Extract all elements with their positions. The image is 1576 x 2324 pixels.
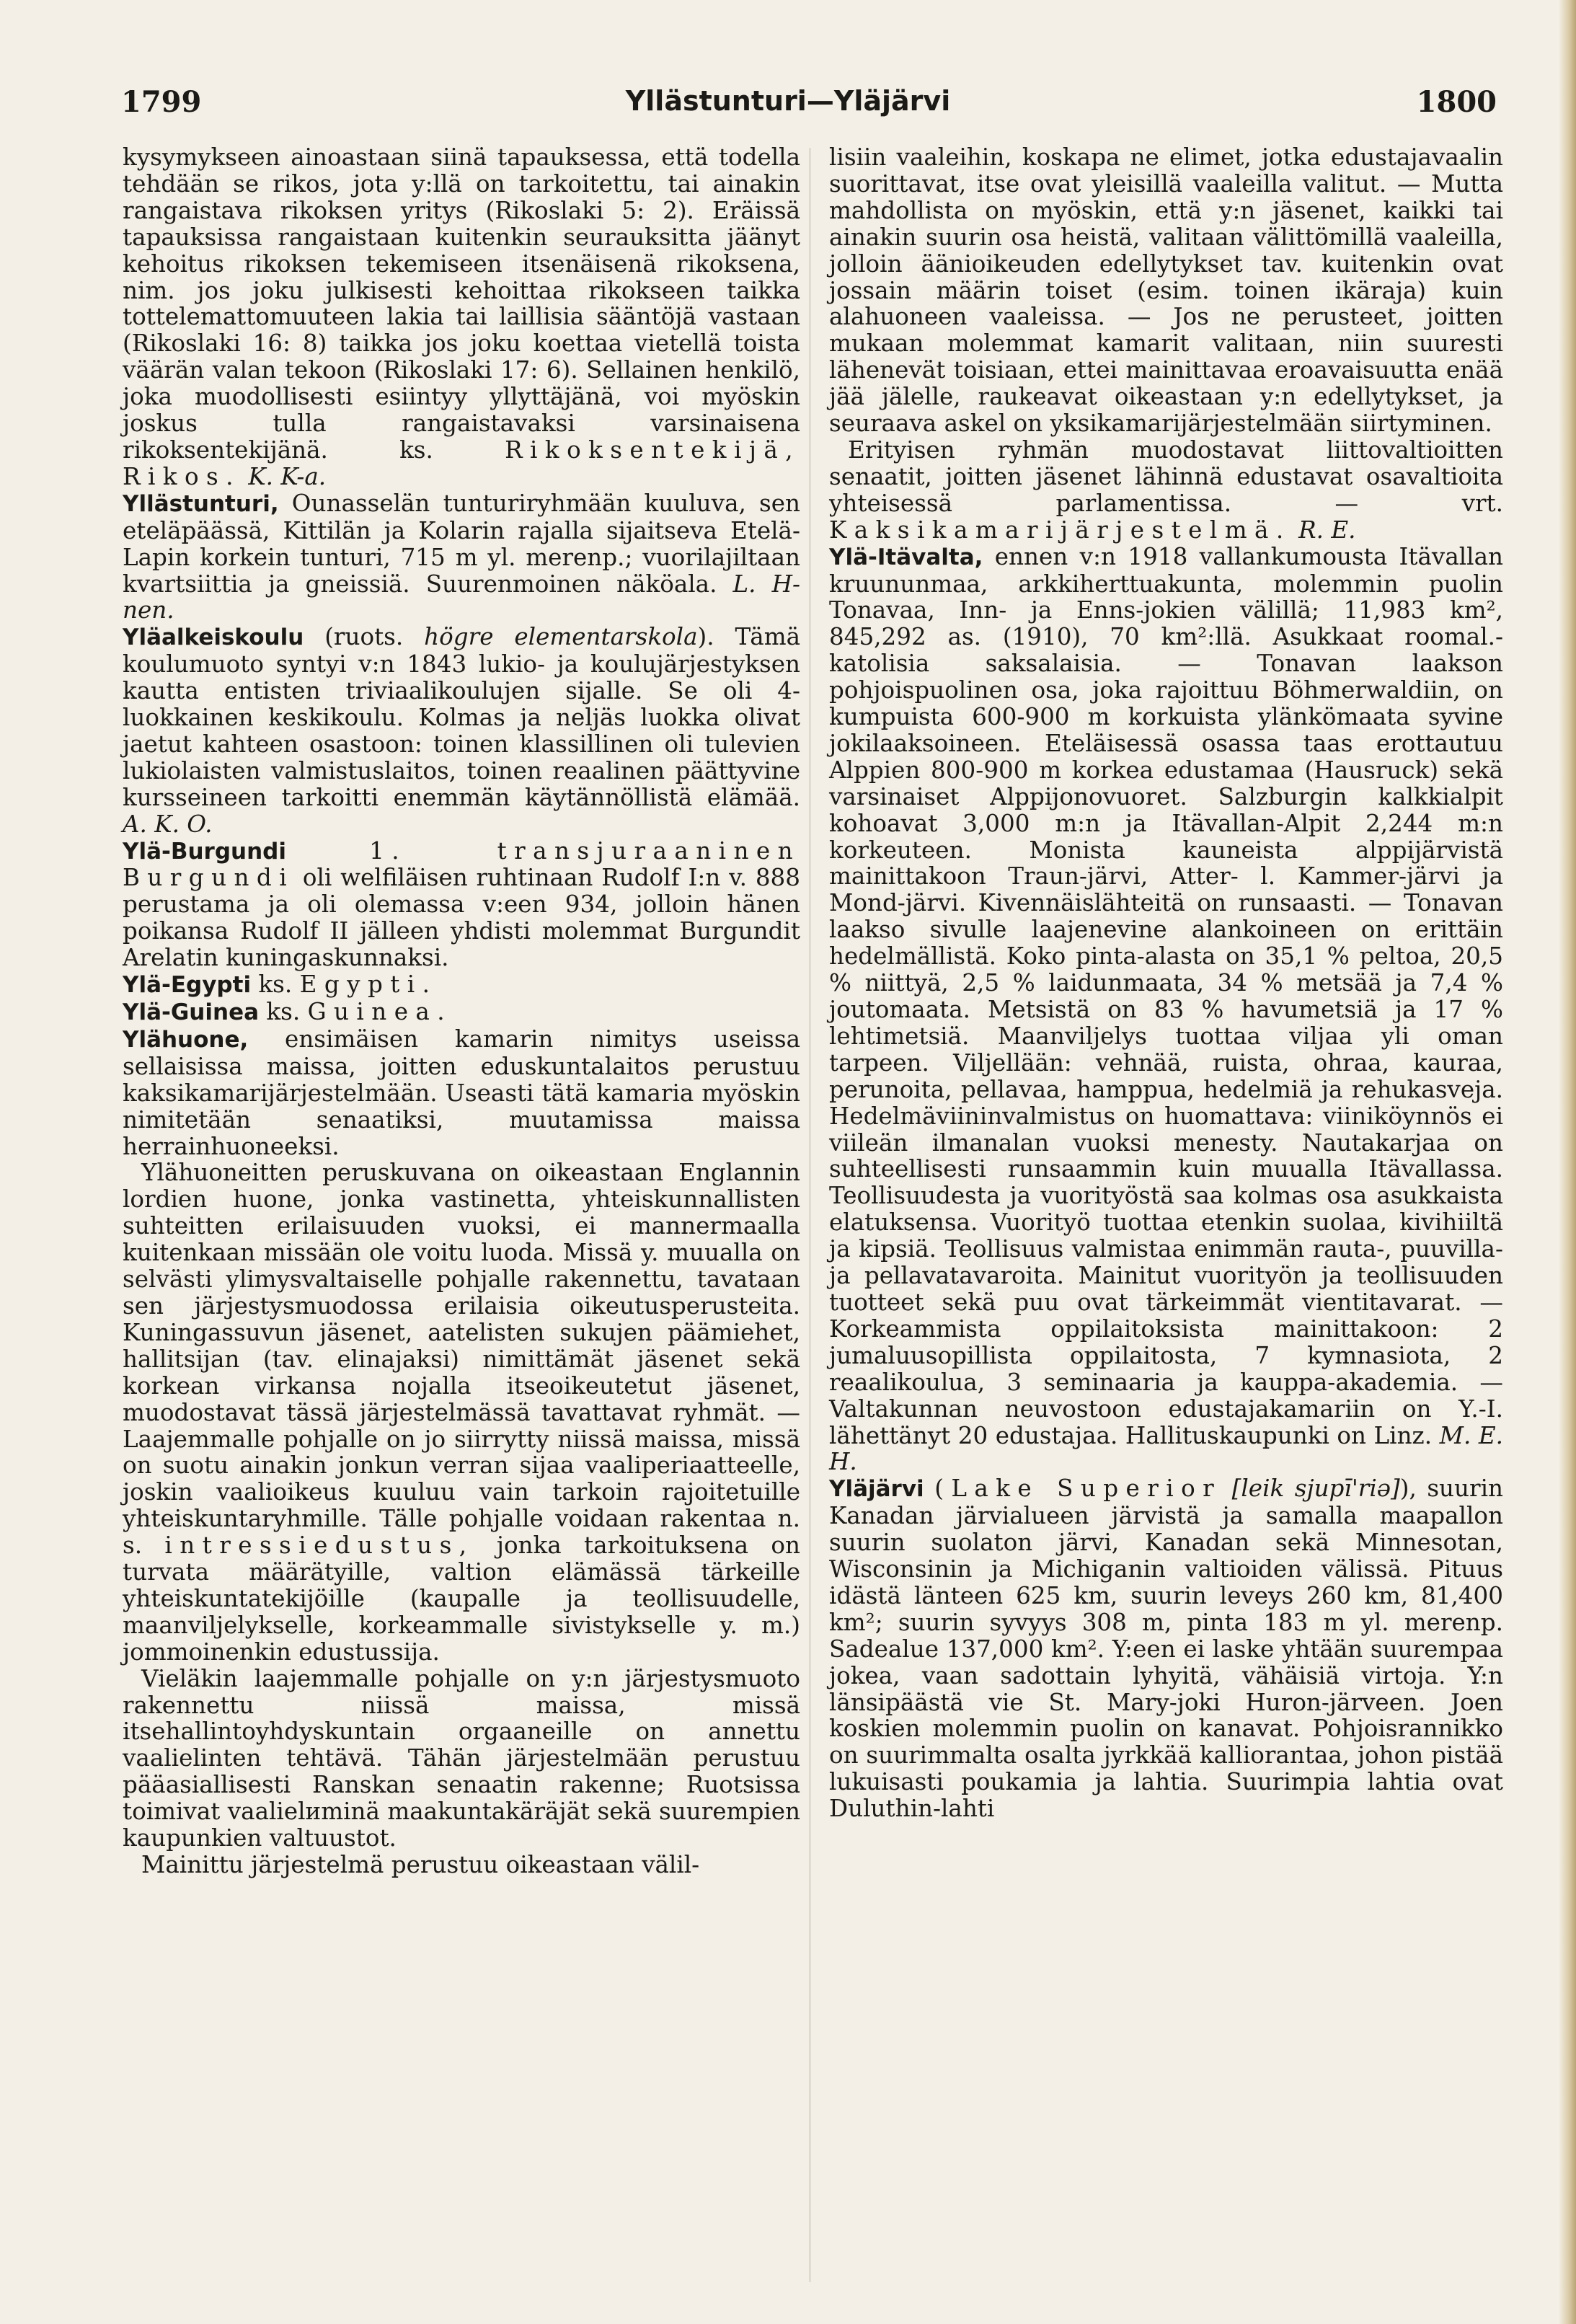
entry-ylajarvi: Yläjärvi (Lake Superior [leik sjupī'riə]), suurin Kanadan järvialueen järvistä ja samalla maapallon suurin suolaton järvi, Kanadan sekä Minnesotan, Wisconsinin ja Michiganin valtioiden välissä. Pituus idästä länteen 625 km, suurin leveys 260 km, 81,400 km²; suurin syvyys 308 m, pinta 183 m yl. merenp. Sadealue 137,000 km². Y:een ei laske yhtään suurempaa jokea, vaan sadottain lyhyitä, vähäisiä virtoja. Y:n länsipäästä vie St. Mary-joki Huron-järveen. Joen koskien molemmin puolin on kanavat. Pohjoisrannikko on suurimmalta osalta jyrkkää kalliorantaa, johon pistää lukuisasti poukamia ja lahtia. Suurimpia lahtia ovat Duluthin-lahti [829, 1475, 1503, 1823]
page-number-right: 1800 [1416, 85, 1497, 119]
page-header [0, 85, 1576, 128]
paragraph: lisiin vaaleihin, koskapa ne elimet, jotka edustajavaalin suorittavat, itse ovat yleisillä vaaleilla valitut. — Mutta mahdollista on myöskin, että y:n jäsenet, kaikki tai ainakin suurin osa heistä, valitaan välittömillä vaaleilla, jolloin äänioikeuden edellytykset tav. kuitenkin ovat jossain määrin toiset (esim. toinen ikäraja) kuin alahuoneen vaaleissa. — Jos ne perusteet, joitten mukaan molemmat kamarit valitaan, niin suuresti lähenevät toisiaan, ettei mainittavaa eroavaisuutta enää jää jälelle, raukeavat oikeastaan y:n edellytykset, ja seuraava askel on yksikamarijärjestelmään siirtyminen. [829, 143, 1503, 438]
entry-ylaalkeiskoulu: Yläalkeiskoulu (ruots. högre elementarskola). Tämä koulumuoto syntyi v:n 1843 lukio- ja koulujärjestyksen kautta entisten triviaalikoulujen sijalle. Se oli 4-luokkainen keskikoulu. Kolmas ja neljäs luokka olivat jaetut kahteen osastoon: toinen klassillinen oli tulevien lukiolaisten valmistuslaitos, toinen reaalinen päättyvine kursseineen tarkoitti enemmän käytännöllistä elämää. A. K. O. [123, 623, 801, 838]
paragraph: Mainittu järjestelmä perustuu oikeastaan välil- [141, 1851, 700, 1878]
entry-yla-egypti: Ylä-Egypti ks. Egypti. [123, 971, 438, 999]
entry-yla-guinea: Ylä-Guinea ks. Guinea. [123, 998, 453, 1025]
paragraph: Vieläkin laajemmalle pohjalle on y:n järjestysmuoto rakennettu niissä maissa, missä itsehallintoyhdyskuntain orgaaneille on annettu vaalielinten tehtävä. Tähän järjestelmään perustuu pääasiallisesti Ranskan senaatin rakenne; Ruotsissa toimivat vaalielиminä maakuntakäräjät sekä suurempien kaupunkien valtuustot. [123, 1664, 800, 1852]
right-column [829, 144, 1503, 1822]
running-title: Yllästunturi—Yläjärvi [625, 85, 951, 117]
paragraph: Erityisen ryhmän muodostavat liittovaltioitten senaatit, joitten jäsenet lähinnä edustavat osavaltioita yhteisessä parlamentissa. — vrt. Kaksikamarijärjestelmä. R. E. [829, 436, 1503, 544]
left-column [123, 144, 800, 1878]
entry-ylahuone: Ylähuone, ensimäisen kamarin nimitys useissa sellaisissa maissa, joitten eduskuntalaitos perustuu kaksikamarijärjestelmään. Useasti tätä kamaria myöskin nimitetään senaatiksi, muutamissa maissa herrainhuoneeksi. [123, 1025, 800, 1160]
entry-yla-itavalta: Ylä-Itävalta, ennen v:n 1918 vallankumousta Itävallan kruununmaa, arkkiherttuakunta, molemmin puolin Tonavaa, Inn- ja Enns-jokien välillä; 11,983 km², 845,292 as. (1910), 70 km²:llä. Asukkaat roomal.-katolisia saksalaisia. — Tonavan laakson pohjoispuolinen osa, joka rajoittuu Böhmerwaldiin, on kumpuista 600-900 m korkuista ylänkömaata syvine jokilaaksoineen. Eteläisessä osassa taas erottautuu Alppien 800-900 m korkea edustamaa (Hausruck) sekä varsinaiset Alppijonovuoret. Salzburgin kalkkialpit kohoavat 3,000 m:n ja Itävallan-Alpit 2,244 m:n korkeuteen. Monista kauneista alppijärvistä mainittakoon Traun-järvi, Atter- l. Kammer-järvi ja Mond-järvi. Kivennäislähteitä on runsaasti. — Tonavan laakso sivulle laajenevine alankoineen on erittäin hedelmällistä. Koko pinta-alasta on 35,1 % peltoa, 20,5 % niittyä, 2,5 % laidunmaata, 34 % metsää ja 7,4 % joutomaata. Metsistä on 83 % havumetsiä ja 17 % lehtimetsiä. Maanviljelys tuottaa viljaa yli oman tarpeen. Viljellään: vehnää, ruista, ohraa, kauraa, perunoita, pellavaa, hamppua, hedelmiä ja rehukasveja. Hedelmäviininvalmistus on huomattava: viiniköynnös ei viileän ilmanalan vuoksi menesty. Nautakarjaa on suhteellisesti runsaammin kuin muualla Itävallassa. Teollisuudesta ja vuorityöstä saa kolmas osa asukkaista elatuksensa. Vuorityö tuottaa etenkin suolaa, kivihiiltä ja kipsiä. Teollisuus valmistaa enimmän rauta-, puuvilla- ja pellavatavaroita. Mainitut vuorityön ja teollisuuden tuotteet sekä puu ovat tärkeimmät vientitavarat. — Korkeammista oppilaitoksista mainittakoon: 2 jumaluusopillista oppilaitosta, 7 kymnasiota, 2 reaalikoulua, 3 seminaaria ja kauppa-akademia. — Valtakunnan neuvostoon edustajakamariin on Y.-I. lähettänyt 20 edustajaa. Hallituskaupunki on Linz. M. E. H. [829, 542, 1503, 1476]
paragraph: Ylähuoneitten peruskuvana on oikeastaan Englannin lordien huone, jonka vastinetta, yhteiskunnallisten suhteitten erilaisuuden vuoksi, ei mannermaalla kuitenkaan missään ole voitu luoda. Missä y. muualla on selvästi ylimysvaltaiselle pohjalle rakennettu, tavataan sen järjestysmuodossa erilaisia oikeutusperusteita. Kuningassuvun jäsenet, aatelisten sukujen päämiehet, hallitsijan (tav. elinajaksi) nimittämät jäsenet sekä korkean virkansa nojalla itseoikeutetut jäsenet, muodostavat tässä järjestelmässä tavattavat ryhmät. — Laajemmalle pohjalle on jo siirrytty niissä maissa, missä on suotu ainakin jonkun verran sijaa vaaliperiaatteelle, joskin vaalioikeus kuuluu vain tarkoin rajoitetuille yhteiskuntaryhmille. Tälle pohjalle voidaan rakentaa n. s. intressiedustus, jonka tarkoituksena on turvata määrätyille, valtion elämässä tärkeille yhteiskuntatekijöille (kaupalle ja teollisuudelle, maanviljelykselle, korkeammalle sivistykselle y. m.) jommoinenkin edustussija. [123, 1159, 801, 1666]
page-edge [1559, 0, 1576, 2324]
entry-yla-burgundi: Ylä-Burgundi 1. transjuraaninen Burgundi oli welfiläisen ruhtinaan Rudolf I:n v. 888 perustama ja oli olemassa v:een 934, jolloin hänen poikansa Rudolf II jälleen yhdisti molemmat Burgundit Arelatin kuningaskunnaksi. [123, 836, 801, 972]
paragraph: kysymykseen ainoastaan siinä tapauksessa, että todella tehdään se rikos, jota y:llä on tarkoitettu, tai ainakin rangaistava rikoksen yritys (Rikoslaki 5: 2). Eräissä tapauksissa rangaistaan kuitenkin seurauksitta jäänyt kehoitus rikoksen tekemiseen itsenäisenä rikoksena, nim. jos joku julkisesti kehoittaa rikokseen taikka tottelemattomuuteen lakia tai laillisia sääntöjä vastaan (Rikoslaki 16: 8) taikka jos joku koettaa vietellä toista väärän valan tekoon (Rikoslaki 17: 6). Sellainen henkilö, joka muodollisesti esiintyy yllyttäjänä, voi myöskin joskus tulla rangaistavaksi varsinaisena rikoksentekijänä. ks. Rikoksentekijä, Rikos. K. K-a. [123, 143, 800, 490]
page-number-left: 1799 [121, 85, 202, 119]
entry-yllastunturi: Yllästunturi, Ounasselän tunturiryhmään kuuluva, sen eteläpäässä, Kittilän ja Kolarin rajalla sijaitseva Etelä-Lapin korkein tunturi, 715 m yl. merenp.; vuorilajiltaan kvartsiittia ja gneissiä. Suurenmoinen näköala. L. H-nen. [123, 489, 801, 624]
